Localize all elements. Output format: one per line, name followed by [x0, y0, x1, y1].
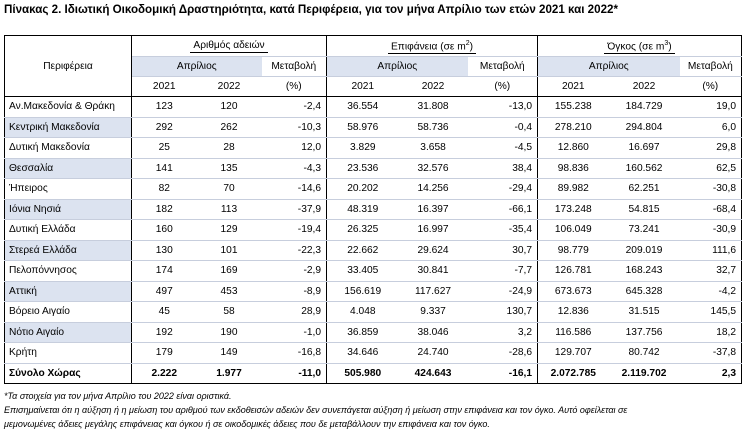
value-cell: 3.658 — [399, 138, 468, 159]
change-header: Μεταβολή — [680, 57, 742, 77]
region-cell: Κεντρική Μακεδονία — [5, 117, 132, 138]
value-cell: 70 — [197, 179, 262, 200]
change-cell: -22,3 — [262, 240, 327, 261]
footnote: *Τα στοιχεία για τον μήνα Απρίλιο του 2022 είναι οριστικά. — [4, 391, 232, 401]
value-cell: 73.241 — [609, 220, 680, 241]
region-cell: Βόρειο Αιγαίο — [5, 302, 132, 323]
region-cell: Στερεά Ελλάδα — [5, 240, 132, 261]
value-cell: 24.740 — [399, 343, 468, 364]
value-cell: 113 — [197, 199, 262, 220]
region-header: Περιφέρεια — [5, 36, 132, 97]
region-cell: Αν.Μακεδονία & Θράκη — [5, 97, 132, 118]
value-cell: 36.554 — [327, 97, 399, 118]
value-cell: 62.251 — [609, 179, 680, 200]
value-cell: 130 — [132, 240, 197, 261]
year-header: 2022 — [399, 77, 468, 97]
value-cell: 48.319 — [327, 199, 399, 220]
change-cell: 145,5 — [680, 302, 742, 323]
value-cell: 36.859 — [327, 322, 399, 343]
change-cell: 32,7 — [680, 261, 742, 282]
footnote: Επισημαίνεται ότι η αύξηση ή η μείωση του αριθμού των εκδοθεισών αδειών δεν συνεπάγεται αύξηση ή μείωση στην επιφάνεια και τον όγκο. Αυτό οφείλεται σε — [4, 405, 628, 415]
group-label: Αριθμός αδειών — [190, 40, 267, 53]
change-cell: -37,9 — [262, 199, 327, 220]
value-cell: 22.662 — [327, 240, 399, 261]
value-cell: 101 — [197, 240, 262, 261]
value-cell: 129.707 — [538, 343, 609, 364]
value-cell: 160 — [132, 220, 197, 241]
value-cell: 160.562 — [609, 158, 680, 179]
value-cell: 168.243 — [609, 261, 680, 282]
value-cell: 173.248 — [538, 199, 609, 220]
change-cell: 28,9 — [262, 302, 327, 323]
value-cell: 23.536 — [327, 158, 399, 179]
value-cell: 34.646 — [327, 343, 399, 364]
change-cell: -14,6 — [262, 179, 327, 200]
table-row — [5, 158, 742, 179]
value-cell: 38.046 — [399, 322, 468, 343]
pct-header: (%) — [262, 77, 327, 97]
change-cell: -4,2 — [680, 281, 742, 302]
change-cell: -29,4 — [468, 179, 538, 200]
value-cell: 45 — [132, 302, 197, 323]
change-cell: -4,5 — [468, 138, 538, 159]
value-cell: 12.836 — [538, 302, 609, 323]
year-header: 2022 — [197, 77, 262, 97]
value-cell: 31.515 — [609, 302, 680, 323]
value-cell: 31.808 — [399, 97, 468, 118]
value-cell: 54.815 — [609, 199, 680, 220]
table-row — [5, 240, 742, 261]
month-header: Απρίλιος — [538, 57, 680, 77]
value-cell: 30.841 — [399, 261, 468, 282]
value-cell: 174 — [132, 261, 197, 282]
change-cell: -2,4 — [262, 97, 327, 118]
change-cell: -28,6 — [468, 343, 538, 364]
value-cell: 98.779 — [538, 240, 609, 261]
value-cell: 135 — [197, 158, 262, 179]
region-cell: Δυτική Ελλάδα — [5, 220, 132, 241]
change-cell: 3,2 — [468, 322, 538, 343]
value-cell: 16.397 — [399, 199, 468, 220]
region-cell: Ήπειρος — [5, 179, 132, 200]
value-cell: 58.976 — [327, 117, 399, 138]
value-cell: 82 — [132, 179, 197, 200]
value-cell: 149 — [197, 343, 262, 364]
total-row — [5, 363, 742, 384]
change-cell: -30,8 — [680, 179, 742, 200]
unit-close: ) — [469, 41, 474, 53]
region-cell: Αττική — [5, 281, 132, 302]
value-cell: 505.980 — [327, 363, 399, 384]
table-row — [5, 138, 742, 159]
value-cell: 169 — [197, 261, 262, 282]
change-cell: 6,0 — [680, 117, 742, 138]
change-cell: -7,7 — [468, 261, 538, 282]
region-cell: Θεσσαλία — [5, 158, 132, 179]
value-cell: 292 — [132, 117, 197, 138]
value-cell: 126.781 — [538, 261, 609, 282]
value-cell: 137.756 — [609, 322, 680, 343]
change-cell: -10,3 — [262, 117, 327, 138]
value-cell: 58.736 — [399, 117, 468, 138]
table-row — [5, 199, 742, 220]
value-cell: 9.337 — [399, 302, 468, 323]
change-cell: -16,8 — [262, 343, 327, 364]
value-cell: 80.742 — [609, 343, 680, 364]
table-row — [5, 117, 742, 138]
change-cell: -1,0 — [262, 322, 327, 343]
change-header: Μεταβολή — [468, 57, 538, 77]
value-cell: 155.238 — [538, 97, 609, 118]
group-label: Όγκος (σε m — [607, 41, 665, 53]
pct-header: (%) — [468, 77, 538, 97]
group-header-area — [327, 36, 538, 57]
region-cell: Σύνολο Χώρας — [5, 363, 132, 384]
region-cell: Κρήτη — [5, 343, 132, 364]
value-cell: 2.222 — [132, 363, 197, 384]
value-cell: 1.977 — [197, 363, 262, 384]
value-cell: 116.586 — [538, 322, 609, 343]
change-cell: 29,8 — [680, 138, 742, 159]
year-header: 2021 — [327, 77, 399, 97]
value-cell: 278.210 — [538, 117, 609, 138]
month-header: Απρίλιος — [132, 57, 262, 77]
value-cell: 89.982 — [538, 179, 609, 200]
value-cell: 123 — [132, 97, 197, 118]
value-cell: 294.804 — [609, 117, 680, 138]
value-cell: 424.643 — [399, 363, 468, 384]
table-row — [5, 97, 742, 118]
unit-superscript: 2 — [465, 39, 470, 47]
value-cell: 58 — [197, 302, 262, 323]
month-header: Απρίλιος — [327, 57, 468, 77]
value-cell: 28 — [197, 138, 262, 159]
value-cell: 182 — [132, 199, 197, 220]
region-cell: Πελοπόννησος — [5, 261, 132, 282]
value-cell: 117.627 — [399, 281, 468, 302]
value-cell: 190 — [197, 322, 262, 343]
value-cell: 209.019 — [609, 240, 680, 261]
table-row — [5, 322, 742, 343]
table-row — [5, 343, 742, 364]
value-cell: 645.328 — [609, 281, 680, 302]
group-label: Επιφάνεια (σε m — [391, 41, 466, 53]
change-cell: 130,7 — [468, 302, 538, 323]
value-cell: 4.048 — [327, 302, 399, 323]
change-cell: -8,9 — [262, 281, 327, 302]
change-cell: -68,4 — [680, 199, 742, 220]
value-cell: 120 — [197, 97, 262, 118]
change-cell: 62,5 — [680, 158, 742, 179]
change-cell: -11,0 — [262, 363, 327, 384]
change-cell: -13,0 — [468, 97, 538, 118]
value-cell: 16.697 — [609, 138, 680, 159]
value-cell: 33.405 — [327, 261, 399, 282]
value-cell: 32.576 — [399, 158, 468, 179]
table-title: Πίνακας 2. Ιδιωτική Οικοδομική Δραστηριότητα, κατά Περιφέρεια, για τον μήνα Απρίλιο των ετών 2021 και 2022* — [4, 3, 618, 16]
change-cell: -19,4 — [262, 220, 327, 241]
change-cell: -35,4 — [468, 220, 538, 241]
change-cell: 30,7 — [468, 240, 538, 261]
change-cell: -66,1 — [468, 199, 538, 220]
value-cell: 25 — [132, 138, 197, 159]
footnote: μεμονωμένες άδειες μεγάλης επιφάνειας και όγκου ή σε οικοδομικές άδειες που δε μεταβάλλουν την επιφάνεια και τον όγκο. — [4, 419, 490, 429]
change-cell: -16,1 — [468, 363, 538, 384]
value-cell: 179 — [132, 343, 197, 364]
table-row — [5, 302, 742, 323]
value-cell: 26.325 — [327, 220, 399, 241]
value-cell: 673.673 — [538, 281, 609, 302]
table-row — [5, 220, 742, 241]
building-activity-table — [4, 35, 742, 384]
value-cell: 106.049 — [538, 220, 609, 241]
change-cell: -0,4 — [468, 117, 538, 138]
change-cell: 111,6 — [680, 240, 742, 261]
value-cell: 453 — [197, 281, 262, 302]
value-cell: 141 — [132, 158, 197, 179]
region-cell: Νότιο Αιγαίο — [5, 322, 132, 343]
value-cell: 98.836 — [538, 158, 609, 179]
value-cell: 184.729 — [609, 97, 680, 118]
group-header-volume — [538, 36, 742, 57]
change-cell: -2,9 — [262, 261, 327, 282]
change-cell: 19,0 — [680, 97, 742, 118]
change-cell: 12,0 — [262, 138, 327, 159]
value-cell: 16.997 — [399, 220, 468, 241]
table-row — [5, 261, 742, 282]
change-cell: 18,2 — [680, 322, 742, 343]
table-row — [5, 179, 742, 200]
change-cell: -30,9 — [680, 220, 742, 241]
value-cell: 497 — [132, 281, 197, 302]
change-cell: -24,9 — [468, 281, 538, 302]
change-cell: 2,3 — [680, 363, 742, 384]
change-cell: 38,4 — [468, 158, 538, 179]
unit-close: ) — [668, 41, 672, 53]
value-cell: 12.860 — [538, 138, 609, 159]
change-header: Μεταβολή — [262, 57, 327, 77]
year-header: 2021 — [538, 77, 609, 97]
value-cell: 20.202 — [327, 179, 399, 200]
region-cell: Δυτική Μακεδονία — [5, 138, 132, 159]
group-header-permits — [132, 36, 327, 57]
value-cell: 29.624 — [399, 240, 468, 261]
value-cell: 129 — [197, 220, 262, 241]
value-cell: 262 — [197, 117, 262, 138]
year-header: 2021 — [132, 77, 197, 97]
value-cell: 14.256 — [399, 179, 468, 200]
value-cell: 2.072.785 — [538, 363, 609, 384]
change-cell: -4,3 — [262, 158, 327, 179]
value-cell: 192 — [132, 322, 197, 343]
year-header: 2022 — [609, 77, 680, 97]
unit-superscript: 3 — [664, 39, 669, 47]
value-cell: 156.619 — [327, 281, 399, 302]
value-cell: 2.119.702 — [609, 363, 680, 384]
pct-header: (%) — [680, 77, 742, 97]
value-cell: 3.829 — [327, 138, 399, 159]
change-cell: -37,8 — [680, 343, 742, 364]
footnotes — [4, 389, 749, 431]
region-cell: Ιόνια Νησιά — [5, 199, 132, 220]
table-row — [5, 281, 742, 302]
